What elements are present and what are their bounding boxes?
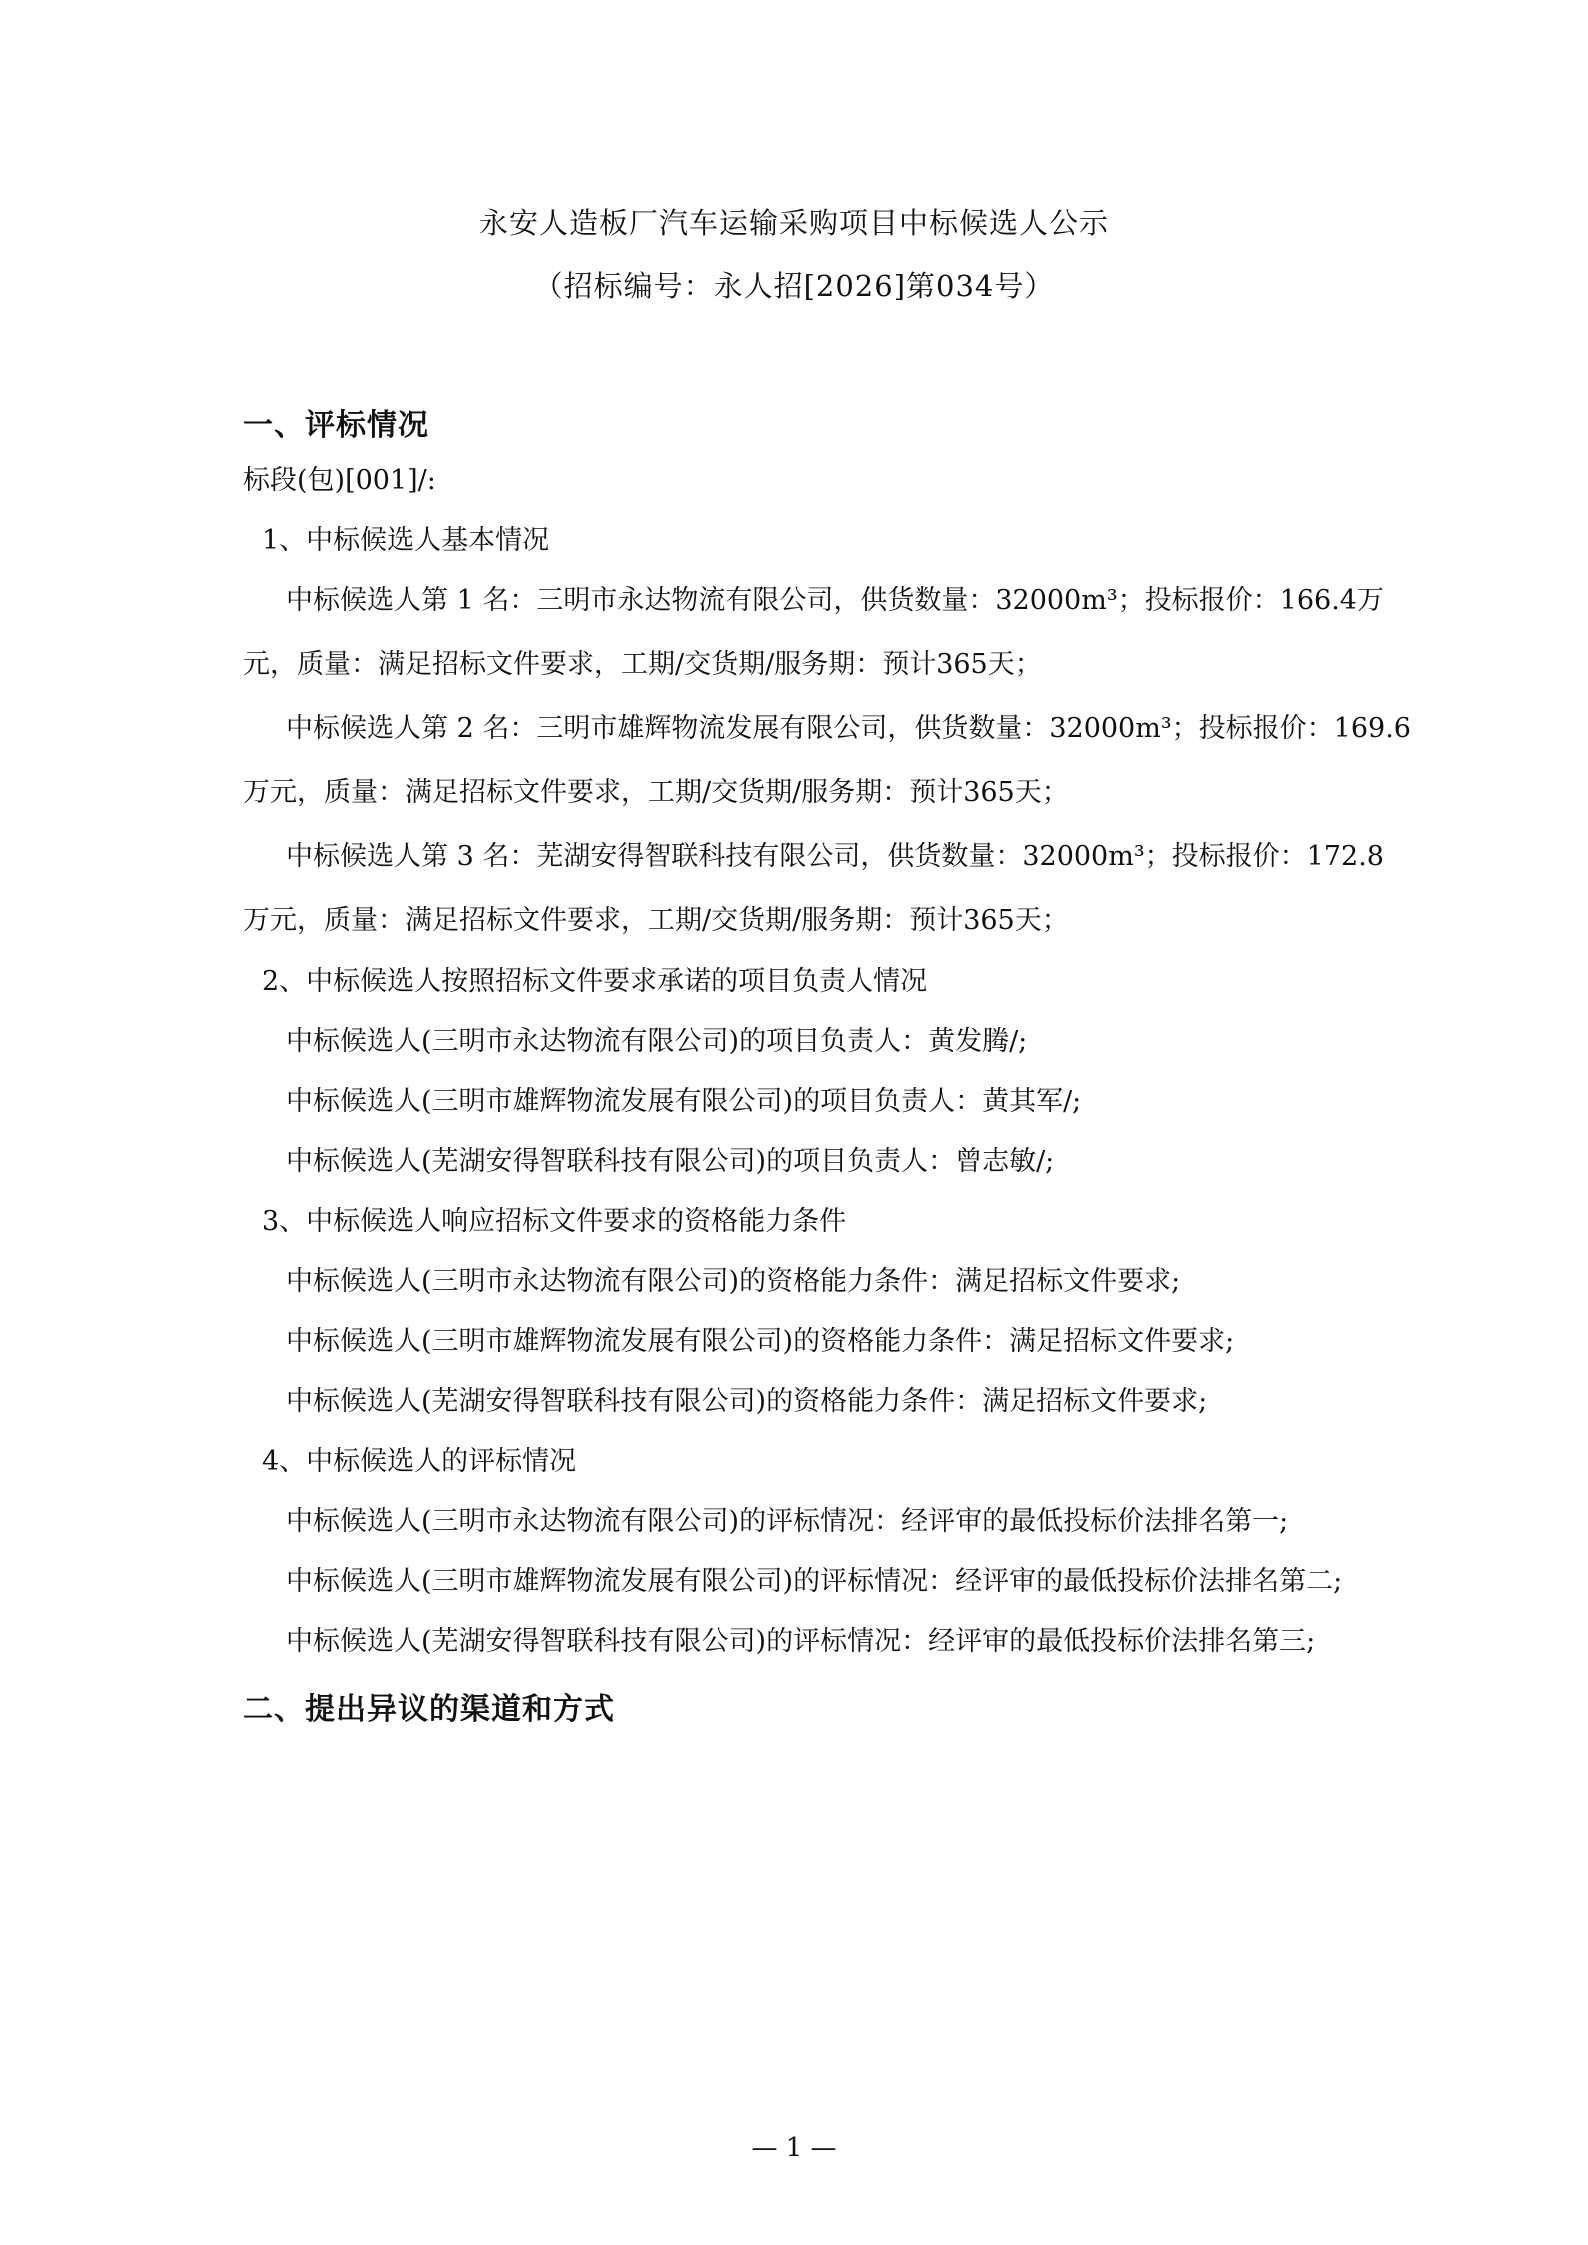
subsection-heading-evaluation-result: 4、中标候选人的评标情况: [262, 1446, 577, 1477]
qualification-item: 中标候选人(三明市永达物流有限公司)的资格能力条件：满足招标文件要求;: [286, 1266, 1181, 1297]
candidate-3-line-2: 万元，质量：满足招标文件要求，工期/交货期/服务期：预计365天；: [243, 905, 1069, 936]
project-leader-item: 中标候选人(三明市雄辉物流发展有限公司)的项目负责人：黄其军/;: [286, 1086, 1082, 1117]
candidate-2-line-2: 万元，质量：满足招标文件要求，工期/交货期/服务期：预计365天；: [243, 777, 1069, 808]
page-number: — 1 —: [751, 2133, 837, 2163]
section-heading-evaluation: 一、评标情况: [243, 408, 429, 443]
section-heading-objection: 二、提出异议的渠道和方式: [243, 1692, 615, 1727]
document-title: 永安人造板厂汽车运输采购项目中标候选人公示: [478, 206, 1109, 240]
subsection-heading-basic-info: 1、中标候选人基本情况: [262, 525, 550, 556]
candidate-2-line-1: 中标候选人第 2 名：三明市雄辉物流发展有限公司，供货数量：32000m³；投标报价：169.6: [286, 713, 1411, 744]
subsection-heading-project-leader: 2、中标候选人按照招标文件要求承诺的项目负责人情况: [262, 966, 928, 997]
evaluation-result-item: 中标候选人(三明市永达物流有限公司)的评标情况：经评审的最低投标价法排名第一;: [286, 1506, 1289, 1537]
candidate-1-line-1: 中标候选人第 1 名：三明市永达物流有限公司，供货数量：32000m³；投标报价：166.4万: [286, 585, 1384, 616]
subsection-heading-qualification: 3、中标候选人响应招标文件要求的资格能力条件: [262, 1206, 847, 1237]
lot-label: 标段(包)[001]/:: [243, 465, 436, 496]
candidate-1-line-2: 元，质量：满足招标文件要求，工期/交货期/服务期：预计365天；: [243, 649, 1042, 680]
qualification-item: 中标候选人(芜湖安得智联科技有限公司)的资格能力条件：满足招标文件要求;: [286, 1386, 1208, 1417]
candidate-3-line-1: 中标候选人第 3 名：芜湖安得智联科技有限公司，供货数量：32000m³；投标报价：172.8: [286, 841, 1384, 872]
document-subtitle: （招标编号：永人招[2026]第034号）: [533, 269, 1055, 303]
evaluation-result-item: 中标候选人(芜湖安得智联科技有限公司)的评标情况：经评审的最低投标价法排名第三;: [286, 1626, 1316, 1657]
project-leader-item: 中标候选人(芜湖安得智联科技有限公司)的项目负责人：曾志敏/;: [286, 1146, 1055, 1177]
qualification-item: 中标候选人(三明市雄辉物流发展有限公司)的资格能力条件：满足招标文件要求;: [286, 1326, 1235, 1357]
evaluation-result-item: 中标候选人(三明市雄辉物流发展有限公司)的评标情况：经评审的最低投标价法排名第二;: [286, 1566, 1343, 1597]
project-leader-item: 中标候选人(三明市永达物流有限公司)的项目负责人：黄发腾/;: [286, 1026, 1028, 1057]
